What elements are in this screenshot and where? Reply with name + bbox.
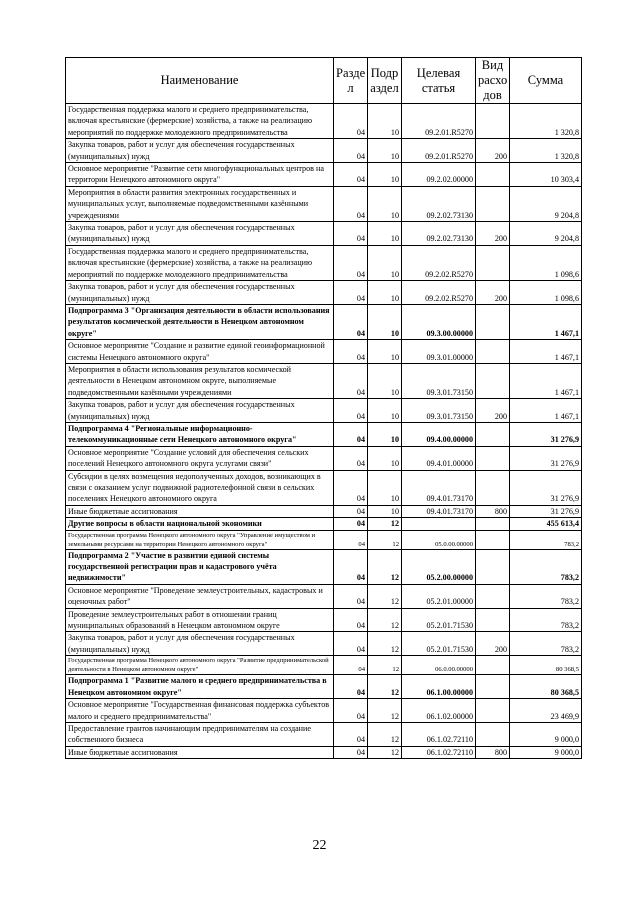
budget-table	[65, 57, 582, 759]
cell-sum: 31 276,9	[510, 422, 582, 446]
cell-sum: 783,2	[510, 549, 582, 584]
cell-razdel: 04	[334, 699, 368, 723]
cell-razdel: 04	[334, 281, 368, 305]
cell-type	[476, 446, 510, 470]
cell-sum: 1 467,1	[510, 340, 582, 364]
cell-podrazdel: 10	[368, 470, 402, 505]
cell-name: Иные бюджетные ассигнования	[66, 505, 334, 517]
cell-name: Государственная программа Ненецкого автономного округа "Развитие предпринимательской деятельности в Ненецком автономном округе"	[66, 656, 334, 675]
cell-name: Закупка товаров, работ и услуг для обеспечения государственных (муниципальных) нужд	[66, 222, 334, 246]
cell-podrazdel: 12	[368, 632, 402, 656]
cell-razdel: 04	[334, 163, 368, 187]
cell-type	[476, 422, 510, 446]
table-row	[66, 722, 582, 746]
cell-sum: 783,2	[510, 632, 582, 656]
col-header-type: Вид расхо дов	[476, 58, 510, 104]
cell-sum: 1 320,8	[510, 139, 582, 163]
cell-type	[476, 656, 510, 675]
cell-razdel: 04	[334, 304, 368, 339]
cell-name: Основное мероприятие "Создание условий для обеспечения сельских поселений Ненецкого автономного округа услугами связи"	[66, 446, 334, 470]
cell-sum: 23 469,9	[510, 699, 582, 723]
col-header-podrazdel: Подр аздел	[368, 58, 402, 104]
cell-razdel: 04	[334, 549, 368, 584]
cell-razdel: 04	[334, 245, 368, 280]
cell-type	[476, 186, 510, 221]
cell-sum: 1 098,6	[510, 245, 582, 280]
cell-type	[476, 340, 510, 364]
cell-type	[476, 675, 510, 699]
cell-type: 200	[476, 222, 510, 246]
cell-sum: 31 276,9	[510, 470, 582, 505]
cell-target: 05.2.00.00000	[402, 549, 476, 584]
table-row	[66, 584, 582, 608]
table-row	[66, 608, 582, 632]
cell-sum: 31 276,9	[510, 505, 582, 517]
cell-type	[476, 549, 510, 584]
cell-name: Предоставление грантов начинающим предпринимателям на создание собственного бизнеса	[66, 722, 334, 746]
cell-type	[476, 363, 510, 398]
cell-name: Закупка товаров, работ и услуг для обеспечения государственных (муниципальных) нужд	[66, 139, 334, 163]
table-row	[66, 746, 582, 758]
cell-razdel: 04	[334, 746, 368, 758]
cell-razdel: 04	[334, 584, 368, 608]
cell-name: Иные бюджетные ассигнования	[66, 746, 334, 758]
cell-name: Подпрограмма 4 "Региональные информационно-телекоммуникационные сети Ненецкого автономного округа"	[66, 422, 334, 446]
cell-target: 09.2.02.73130	[402, 222, 476, 246]
cell-podrazdel: 10	[368, 505, 402, 517]
cell-target: 09.4.01.73170	[402, 505, 476, 517]
cell-razdel: 04	[334, 518, 368, 530]
cell-name: Подпрограмма 3 "Организация деятельности в области использования результатов космической деятельности в Ненецком автономном округе"	[66, 304, 334, 339]
budget-table-sheet	[65, 57, 581, 759]
cell-type	[476, 304, 510, 339]
cell-podrazdel: 10	[368, 446, 402, 470]
cell-razdel: 04	[334, 608, 368, 632]
cell-target: 09.3.00.00000	[402, 304, 476, 339]
table-row	[66, 422, 582, 446]
cell-name: Основное мероприятие "Проведение землеустроительных, кадастровых и оценочных работ"	[66, 584, 334, 608]
cell-podrazdel: 12	[368, 549, 402, 584]
cell-sum: 9 000,0	[510, 722, 582, 746]
table-row	[66, 163, 582, 187]
table-row	[66, 186, 582, 221]
cell-podrazdel: 10	[368, 399, 402, 423]
cell-target: 09.4.00.00000	[402, 422, 476, 446]
cell-name: Государственная поддержка малого и среднего предпринимательства, включая крестьянские (фермерские) хозяйства, а также на реализацию мероприятий по поддержке молодежного предпринимательства	[66, 104, 334, 139]
cell-razdel: 04	[334, 363, 368, 398]
cell-target	[402, 518, 476, 530]
col-header-sum: Сумма	[510, 58, 582, 104]
cell-target: 09.3.01.73150	[402, 399, 476, 423]
cell-sum: 80 368,5	[510, 656, 582, 675]
table-row	[66, 518, 582, 530]
cell-type: 800	[476, 746, 510, 758]
cell-target: 05.2.01.00000	[402, 584, 476, 608]
cell-podrazdel: 12	[368, 675, 402, 699]
cell-target: 06.1.02.00000	[402, 699, 476, 723]
cell-sum: 9 000,0	[510, 746, 582, 758]
cell-name: Основное мероприятие "Государственная финансовая поддержка субъектов малого и среднего предпринимательства"	[66, 699, 334, 723]
cell-podrazdel: 12	[368, 518, 402, 530]
cell-sum: 80 368,5	[510, 675, 582, 699]
cell-podrazdel: 10	[368, 163, 402, 187]
cell-razdel: 04	[334, 505, 368, 517]
cell-razdel: 04	[334, 340, 368, 364]
cell-razdel: 04	[334, 656, 368, 675]
col-header-name: Наименование	[66, 58, 334, 104]
table-body	[66, 104, 582, 759]
cell-podrazdel: 10	[368, 104, 402, 139]
cell-razdel: 04	[334, 446, 368, 470]
cell-target: 09.2.02.R5270	[402, 245, 476, 280]
cell-podrazdel: 10	[368, 340, 402, 364]
cell-sum: 783,2	[510, 530, 582, 549]
cell-name: Проведение землеустроительных работ в отношении границ муниципальных образований в Ненецком автономном округе	[66, 608, 334, 632]
table-row	[66, 304, 582, 339]
table-row	[66, 632, 582, 656]
cell-type	[476, 163, 510, 187]
cell-podrazdel: 10	[368, 186, 402, 221]
cell-name: Мероприятия в области развития электронных государственных и муниципальных услуг, выполняемые подведомственными казёнными учреждениями	[66, 186, 334, 221]
cell-target: 09.2.01.R5270	[402, 104, 476, 139]
cell-name: Другие вопросы в области национальной экономики	[66, 518, 334, 530]
cell-name: Государственная поддержка малого и среднего предпринимательства, включая крестьянские (фермерские) хозяйства, а также на реализацию мероприятий по поддержке молодежного предпринимательства	[66, 245, 334, 280]
cell-name: Подпрограмма 1 "Развитие малого и среднего предпринимательства в Ненецком автономном округе"	[66, 675, 334, 699]
cell-type	[476, 722, 510, 746]
table-row	[66, 675, 582, 699]
cell-type: 200	[476, 399, 510, 423]
cell-sum: 783,2	[510, 584, 582, 608]
cell-sum: 1 467,1	[510, 304, 582, 339]
cell-razdel: 04	[334, 675, 368, 699]
cell-sum: 10 303,4	[510, 163, 582, 187]
cell-target: 06.1.02.72110	[402, 746, 476, 758]
cell-target: 09.2.01.R5270	[402, 139, 476, 163]
cell-podrazdel: 12	[368, 530, 402, 549]
cell-target: 09.2.02.R5270	[402, 281, 476, 305]
table-row	[66, 446, 582, 470]
cell-name: Основное мероприятие "Создание и развитие единой геоинформационной системы Ненецкого автономного округа"	[66, 340, 334, 364]
cell-name: Закупка товаров, работ и услуг для обеспечения государственных (муниципальных) нужд	[66, 632, 334, 656]
cell-sum: 783,2	[510, 608, 582, 632]
table-row	[66, 505, 582, 517]
table-row	[66, 470, 582, 505]
cell-name: Подпрограмма 2 "Участие в развитии единой системы государственной регистрации прав и кадастрового учёта недвижимости"	[66, 549, 334, 584]
cell-type	[476, 530, 510, 549]
cell-sum: 1 467,1	[510, 363, 582, 398]
cell-target: 05.0.00.00000	[402, 530, 476, 549]
cell-target: 09.3.01.73150	[402, 363, 476, 398]
cell-name: Основное мероприятие "Развитие сети многофункциональных центров на территории Ненецкого автономного округа"	[66, 163, 334, 187]
cell-target: 06.1.02.72110	[402, 722, 476, 746]
cell-razdel: 04	[334, 422, 368, 446]
table-row	[66, 399, 582, 423]
cell-type	[476, 608, 510, 632]
cell-razdel: 04	[334, 104, 368, 139]
col-header-target: Целевая статья	[402, 58, 476, 104]
cell-type	[476, 104, 510, 139]
cell-type	[476, 518, 510, 530]
table-row	[66, 222, 582, 246]
cell-name: Мероприятия в области использования результатов космической деятельности в Ненецком автономном округе, выполняемые подведомственными казёнными учреждениями	[66, 363, 334, 398]
cell-sum: 1 098,6	[510, 281, 582, 305]
cell-podrazdel: 10	[368, 281, 402, 305]
cell-razdel: 04	[334, 222, 368, 246]
cell-podrazdel: 12	[368, 722, 402, 746]
col-header-razdel: Разде л	[334, 58, 368, 104]
cell-podrazdel: 10	[368, 304, 402, 339]
cell-podrazdel: 10	[368, 422, 402, 446]
table-row	[66, 104, 582, 139]
cell-podrazdel: 10	[368, 139, 402, 163]
cell-razdel: 04	[334, 722, 368, 746]
table-row	[66, 245, 582, 280]
cell-sum: 455 613,4	[510, 518, 582, 530]
cell-podrazdel: 12	[368, 746, 402, 758]
cell-sum: 1 467,1	[510, 399, 582, 423]
table-row	[66, 139, 582, 163]
header-row	[66, 58, 582, 104]
cell-razdel: 04	[334, 530, 368, 549]
cell-name: Закупка товаров, работ и услуг для обеспечения государственных (муниципальных) нужд	[66, 399, 334, 423]
cell-sum: 1 320,8	[510, 104, 582, 139]
cell-sum: 9 204,8	[510, 186, 582, 221]
cell-target: 09.2.02.00000	[402, 163, 476, 187]
cell-name: Субсидии в целях возмещения недополученных доходов, возникающих в связи с оказанием услуг подвижной радиотелефонной связи в сельских поселениях Ненецкого автономного округа	[66, 470, 334, 505]
cell-podrazdel: 12	[368, 656, 402, 675]
cell-podrazdel: 12	[368, 584, 402, 608]
cell-razdel: 04	[334, 186, 368, 221]
cell-type	[476, 470, 510, 505]
page-number: 22	[312, 838, 327, 853]
cell-target: 05.2.01.71530	[402, 632, 476, 656]
cell-sum: 31 276,9	[510, 446, 582, 470]
cell-type: 200	[476, 139, 510, 163]
table-row	[66, 549, 582, 584]
cell-target: 09.4.01.00000	[402, 446, 476, 470]
cell-razdel: 04	[334, 139, 368, 163]
table-row	[66, 530, 582, 549]
cell-podrazdel: 12	[368, 699, 402, 723]
cell-podrazdel: 10	[368, 222, 402, 246]
cell-type: 800	[476, 505, 510, 517]
cell-razdel: 04	[334, 470, 368, 505]
cell-target: 09.4.01.73170	[402, 470, 476, 505]
cell-type	[476, 584, 510, 608]
cell-type: 200	[476, 281, 510, 305]
table-row	[66, 699, 582, 723]
table-row	[66, 363, 582, 398]
table-row	[66, 656, 582, 675]
cell-podrazdel: 10	[368, 245, 402, 280]
cell-name: Закупка товаров, работ и услуг для обеспечения государственных (муниципальных) нужд	[66, 281, 334, 305]
cell-target: 06.1.00.00000	[402, 675, 476, 699]
cell-podrazdel: 10	[368, 363, 402, 398]
cell-razdel: 04	[334, 632, 368, 656]
table-row	[66, 281, 582, 305]
cell-type	[476, 245, 510, 280]
cell-razdel: 04	[334, 399, 368, 423]
table-row	[66, 340, 582, 364]
cell-target: 06.0.00.00000	[402, 656, 476, 675]
cell-target: 05.2.01.71530	[402, 608, 476, 632]
cell-type	[476, 699, 510, 723]
cell-target: 09.3.01.00000	[402, 340, 476, 364]
cell-type: 200	[476, 632, 510, 656]
cell-sum: 9 204,8	[510, 222, 582, 246]
cell-target: 09.2.02.73130	[402, 186, 476, 221]
cell-podrazdel: 12	[368, 608, 402, 632]
cell-name: Государственная программа Ненецкого автономного округа "Управление имуществом и земельными ресурсами на территории Ненецкого автономного округа"	[66, 530, 334, 549]
